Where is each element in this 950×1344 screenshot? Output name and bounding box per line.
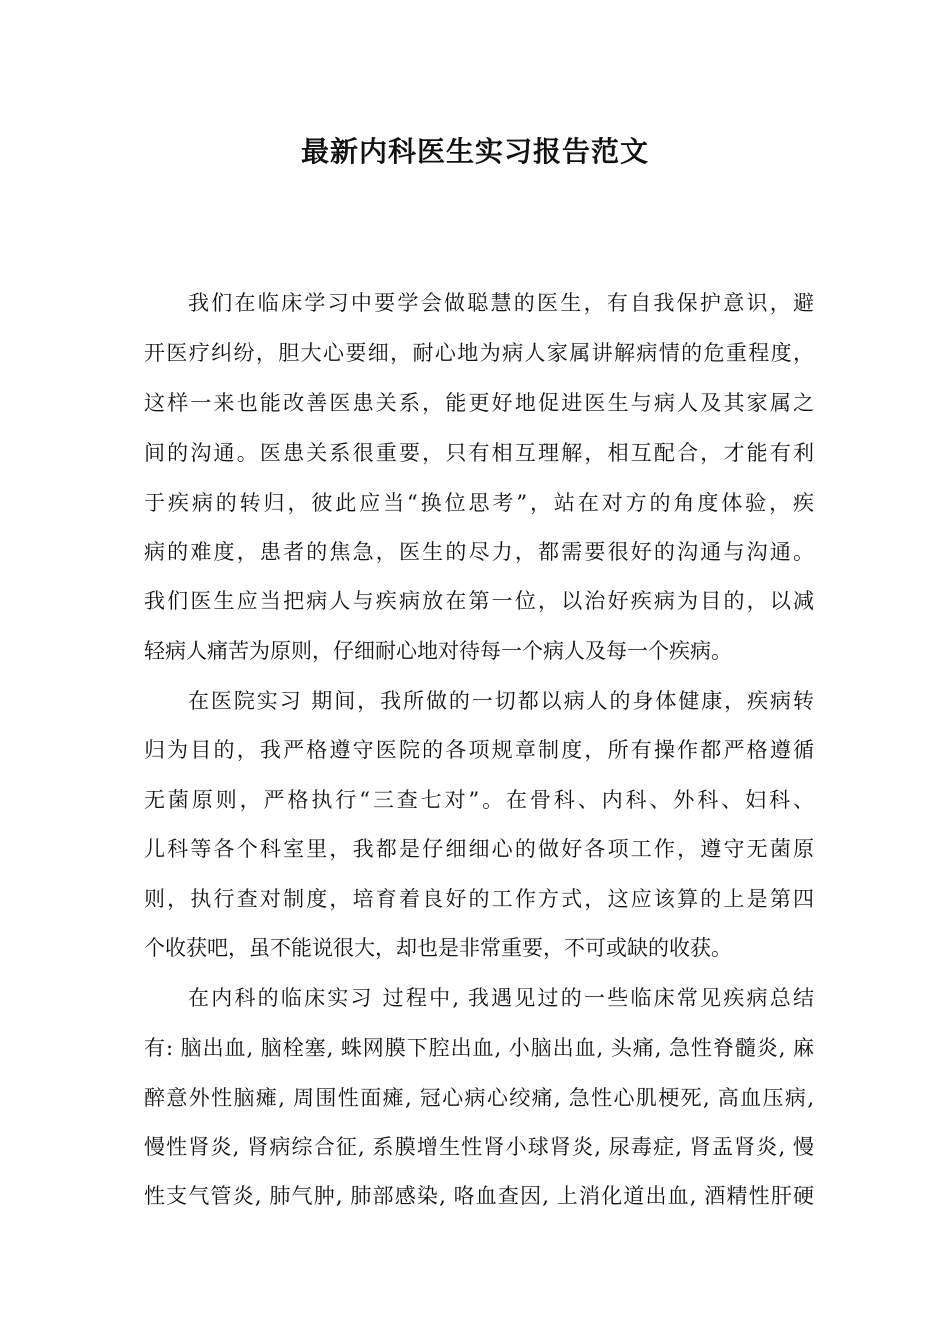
paragraph-2-line-4: 儿科等各个科室里，我都是仔细细心的做好各项工作，遵守无菌原 <box>144 837 814 861</box>
paragraph-2-line-6: 个收获吧，虽不能说很大，却也是非常重要，不可或缺的收获。 <box>144 936 732 960</box>
paragraph-1-line-7: 我们医生应当把病人与疾病放在第一位，以治好疾病为目的，以减 <box>144 589 814 613</box>
paragraph-2-line-3: 无菌原则，严格执行“三查七对”。在骨科、内科、外科、妇科、 <box>144 788 814 812</box>
paragraph-3-line-1: 在内科的临床实习 过程中, 我遇见过的一些临床常见疾病总结 <box>188 986 814 1010</box>
paragraph-3-line-3: 醉意外性脑瘫, 周围性面瘫, 冠心病心绞痛, 急性心肌梗死, 高血压病, <box>144 1086 814 1110</box>
paragraph-1-line-2: 开医疗纠纷，胆大心要细，耐心地为病人家属讲解病情的危重程度， <box>144 341 814 365</box>
paragraph-1-line-8: 轻病人痛苦为原则，仔细耐心地对待每一个病人及每一个疾病。 <box>144 639 732 663</box>
paragraph-2-line-1: 在医院实习 期间，我所做的一切都以病人的身体健康，疾病转 <box>188 689 814 713</box>
paragraph-1-line-4: 间的沟通。医患关系很重要，只有相互理解，相互配合，才能有利 <box>144 441 814 465</box>
paragraph-2-line-5: 则，执行查对制度，培育着良好的工作方式，这应该算的上是第四 <box>144 887 814 911</box>
paragraph-3-line-2: 有: 脑出血, 脑栓塞, 蛛网膜下腔出血, 小脑出血, 头痛, 急性脊髓炎, 麻 <box>144 1036 814 1060</box>
paragraph-1-line-6: 病的难度，患者的焦急，医生的尽力，都需要很好的沟通与沟通。 <box>144 540 814 564</box>
document-title: 最新内科医生实习报告范文 <box>300 135 649 168</box>
paragraph-1-line-5: 于疾病的转归，彼此应当“换位思考”，站在对方的角度体验，疾 <box>144 491 814 515</box>
paragraph-3-line-5: 性支气管炎, 肺气肿, 肺部感染, 咯血查因, 上消化道出血, 酒精性肝硬 <box>144 1184 814 1208</box>
paragraph-2-line-2: 归为目的，我严格遵守医院的各项规章制度，所有操作都严格遵循 <box>144 738 814 762</box>
paragraph-1-line-3: 这样一来也能改善医患关系，能更好地促进医生与病人及其家属之 <box>144 391 814 415</box>
paragraph-1-line-1: 我们在临床学习中要学会做聪慧的医生，有自我保护意识，避 <box>188 291 814 315</box>
paragraph-3-line-4: 慢性肾炎, 肾病综合征, 系膜增生性肾小球肾炎, 尿毒症, 肾盂肾炎, 慢 <box>144 1135 814 1159</box>
